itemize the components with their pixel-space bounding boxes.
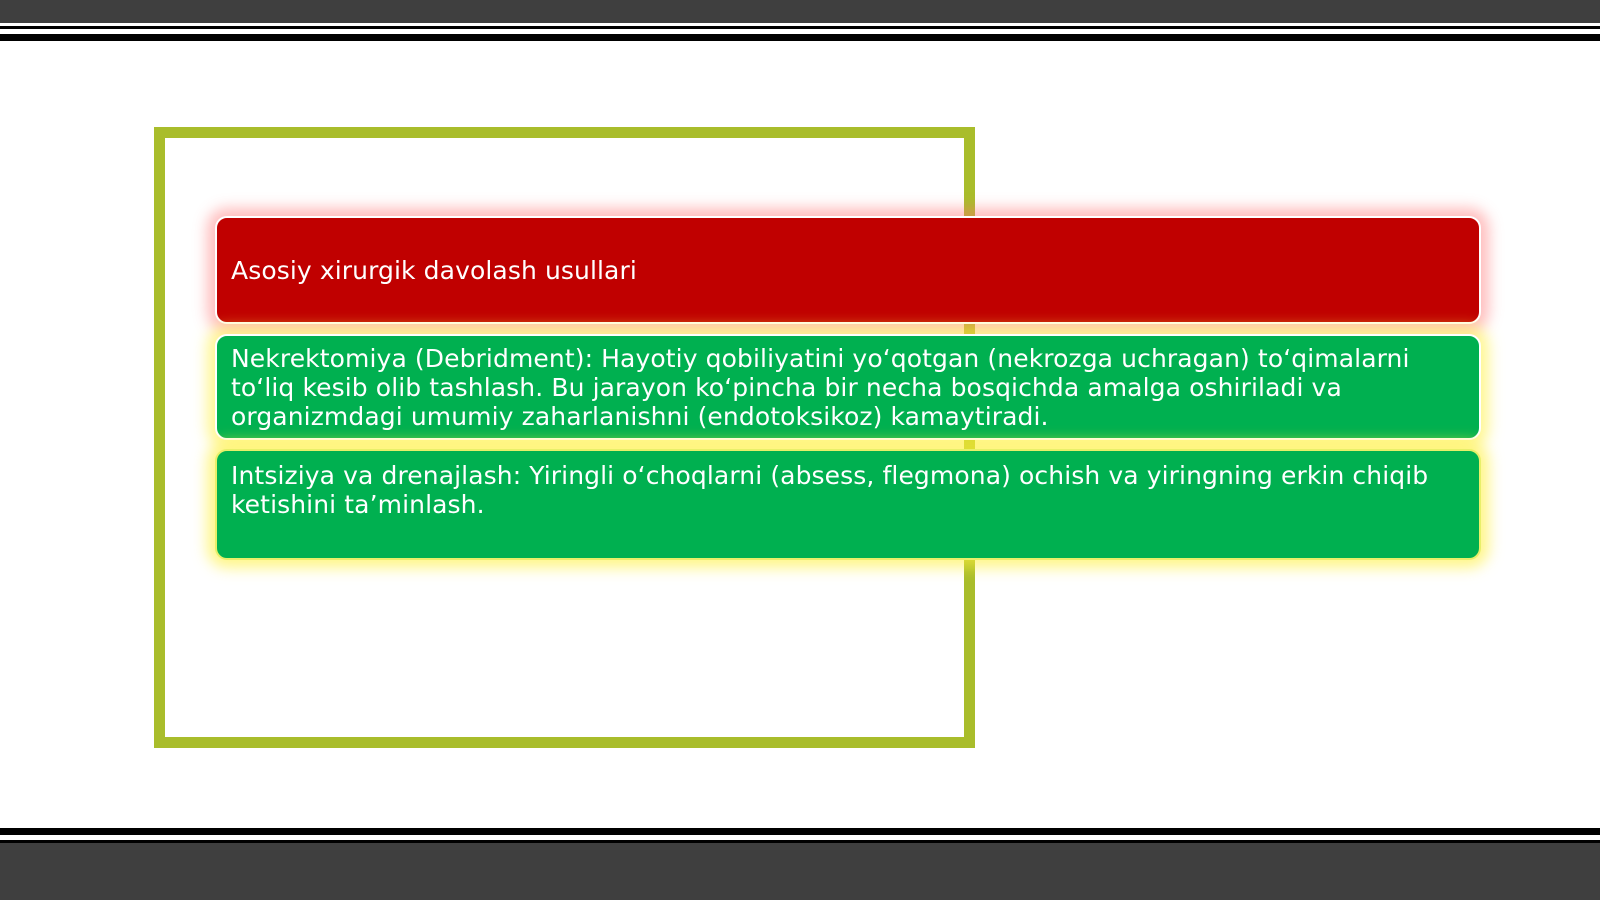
slide-title: Asosiy xirurgik davolash usullari — [231, 255, 637, 285]
top-band — [0, 0, 1600, 23]
content-text: Nekrektomiya (Debridment): Hayotiy qobiliyatini yo‘qotgan (nekrozga uchragan) to‘qimalarni to‘liq kesib olib tashlash. Bu jarayon ko‘pincha bir necha bosqichda amalga oshiriladi va organizmdagi umumiy zaharlanishni (endotoksikoz) kamaytiradi. — [231, 343, 1410, 431]
bottom-divider-line — [0, 828, 1600, 835]
content-text: Intsiziya va drenajlash: Yiringli o‘choqlarni (absess, flegmona) ochish va yiringning erkin chiqib ketishini ta’minlash. — [231, 460, 1429, 519]
title-box — [215, 216, 1481, 324]
bottom-band — [0, 843, 1600, 900]
content-box-incision — [215, 449, 1481, 560]
top-divider-line — [0, 34, 1600, 41]
content-box-necrectomy — [215, 334, 1481, 440]
